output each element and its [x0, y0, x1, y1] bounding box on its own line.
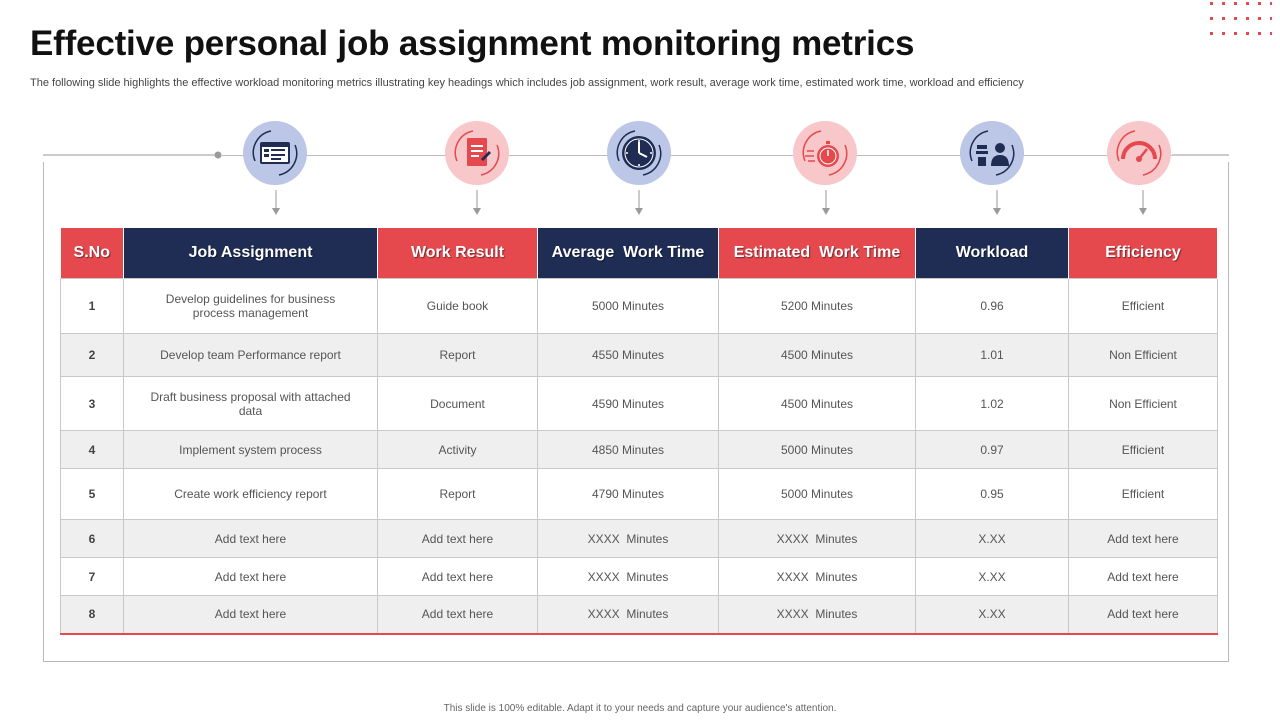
cell-work-result: Document	[378, 377, 538, 431]
cell-estimated-work-time: XXXX Minutes	[719, 558, 916, 596]
cell-estimated-work-time: 5200 Minutes	[719, 279, 916, 334]
cell-sno: 8	[61, 596, 124, 634]
cell-workload: 1.01	[916, 334, 1069, 377]
document-icon	[445, 121, 509, 185]
cell-sno: 1	[61, 279, 124, 334]
cell-sno: 4	[61, 431, 124, 469]
cell-job-assignment: Add text here	[124, 558, 378, 596]
cell-efficiency: Add text here	[1069, 596, 1218, 634]
page-subtitle: The following slide highlights the effective workload monitoring metrics illustrating key headings which includes job assignment, work result, average work time, estimated work time, workload and efficiency	[30, 77, 1024, 89]
cell-estimated-work-time: 4500 Minutes	[719, 377, 916, 431]
table-row	[61, 279, 1218, 334]
cell-workload: X.XX	[916, 520, 1069, 558]
cell-efficiency: Efficient	[1069, 431, 1218, 469]
cell-estimated-work-time: XXXX Minutes	[719, 520, 916, 558]
cell-workload: 0.96	[916, 279, 1069, 334]
page-title: Effective personal job assignment monitoring metrics	[30, 24, 915, 63]
cell-work-result: Add text here	[378, 520, 538, 558]
cell-average-work-time: 4550 Minutes	[538, 334, 719, 377]
cell-job-assignment: Add text here	[124, 520, 378, 558]
clock-icon	[607, 121, 671, 185]
cell-average-work-time: XXXX Minutes	[538, 596, 719, 634]
header-job-assignment: Job Assignment	[124, 228, 378, 279]
cell-job-assignment: Draft business proposal with attached data	[124, 377, 378, 431]
cell-average-work-time: 4790 Minutes	[538, 469, 719, 520]
cell-estimated-work-time: 4500 Minutes	[719, 334, 916, 377]
header-work-result: Work Result	[378, 228, 538, 279]
cell-sno: 2	[61, 334, 124, 377]
table-row	[61, 596, 1218, 634]
cell-sno: 7	[61, 558, 124, 596]
cell-sno: 3	[61, 377, 124, 431]
cell-efficiency: Efficient	[1069, 279, 1218, 334]
header-estimated-work-time: Estimated Work Time	[719, 228, 916, 279]
header-workload: Workload	[916, 228, 1069, 279]
cell-workload: 0.95	[916, 469, 1069, 520]
cell-work-result: Activity	[378, 431, 538, 469]
table-row	[61, 469, 1218, 520]
decorative-dot-grid	[1208, 0, 1272, 40]
cell-job-assignment: Implement system process	[124, 431, 378, 469]
stopwatch-icon	[793, 121, 857, 185]
table-row	[61, 520, 1218, 558]
cell-job-assignment: Add text here	[124, 596, 378, 634]
cell-average-work-time: XXXX Minutes	[538, 558, 719, 596]
header-average-work-time: Average Work Time	[538, 228, 719, 279]
table-row	[61, 377, 1218, 431]
cell-efficiency: Non Efficient	[1069, 377, 1218, 431]
table-row	[61, 334, 1218, 377]
cell-work-result: Guide book	[378, 279, 538, 334]
checklist-window-icon	[243, 121, 307, 185]
cell-efficiency: Non Efficient	[1069, 334, 1218, 377]
cell-estimated-work-time: 5000 Minutes	[719, 431, 916, 469]
cell-sno: 6	[61, 520, 124, 558]
cell-estimated-work-time: 5000 Minutes	[719, 469, 916, 520]
gauge-icon	[1107, 121, 1171, 185]
cell-job-assignment: Develop team Performance report	[124, 334, 378, 377]
worker-at-desk-icon	[960, 121, 1024, 185]
cell-sno: 5	[61, 469, 124, 520]
footer-note: This slide is 100% editable. Adapt it to your needs and capture your audience's attention.	[443, 703, 837, 714]
cell-work-result: Report	[378, 469, 538, 520]
cell-work-result: Add text here	[378, 558, 538, 596]
metrics-table	[60, 228, 1218, 635]
table-row	[61, 558, 1218, 596]
cell-workload: 0.97	[916, 431, 1069, 469]
cell-job-assignment: Develop guidelines for business process management	[124, 279, 378, 334]
cell-workload: X.XX	[916, 558, 1069, 596]
cell-efficiency: Add text here	[1069, 558, 1218, 596]
table-row	[61, 431, 1218, 469]
cell-average-work-time: 4850 Minutes	[538, 431, 719, 469]
cell-average-work-time: XXXX Minutes	[538, 520, 719, 558]
cell-work-result: Report	[378, 334, 538, 377]
cell-average-work-time: 5000 Minutes	[538, 279, 719, 334]
header-efficiency: Efficiency	[1069, 228, 1218, 279]
cell-estimated-work-time: XXXX Minutes	[719, 596, 916, 634]
cell-work-result: Add text here	[378, 596, 538, 634]
cell-job-assignment: Create work efficiency report	[124, 469, 378, 520]
cell-efficiency: Efficient	[1069, 469, 1218, 520]
header-sno: S.No	[61, 228, 124, 279]
cell-average-work-time: 4590 Minutes	[538, 377, 719, 431]
table-header-row	[61, 228, 1218, 279]
cell-efficiency: Add text here	[1069, 520, 1218, 558]
cell-workload: X.XX	[916, 596, 1069, 634]
cell-workload: 1.02	[916, 377, 1069, 431]
